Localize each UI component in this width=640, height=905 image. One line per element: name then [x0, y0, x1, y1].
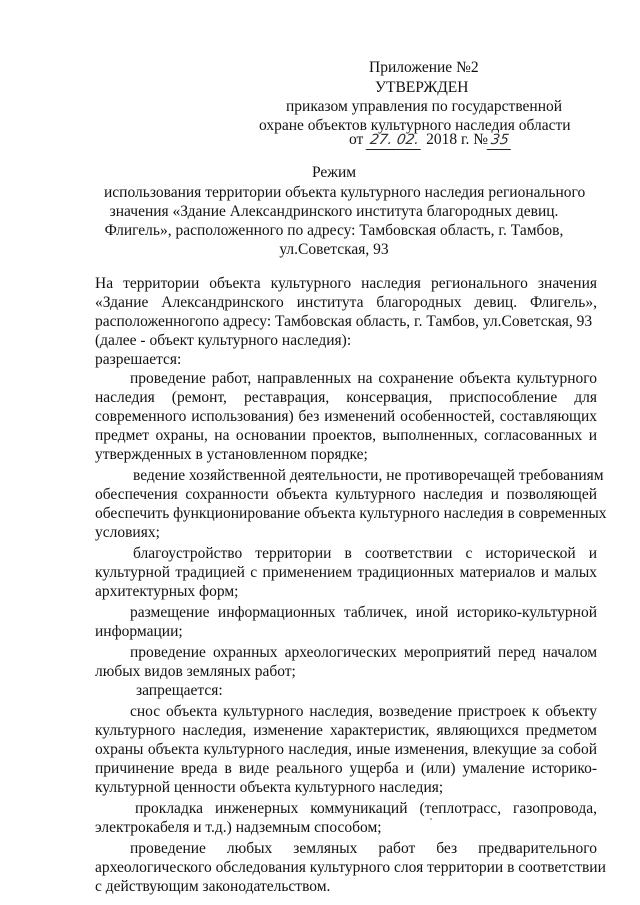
intro-line: расположенногопо адресу: Тамбовская область, г. Тамбов, ул.Советская, 93: [95, 313, 593, 330]
prohibited-label: запрещается:: [136, 682, 223, 699]
approved-label: УТВЕРЖДЕН: [375, 79, 469, 96]
permitted-item: утвержденных в установленном порядке;: [95, 446, 368, 463]
scan-speck: [430, 818, 432, 820]
prohibited-item: проведение любых земляных работ без предварительного: [130, 840, 597, 857]
permitted-item: обеспечить функционирование объекта культурного наследия в современных: [95, 505, 607, 522]
title-line-4: ул.Советская, 93: [279, 241, 389, 258]
order-line-1: приказом управления по государственной: [286, 98, 563, 115]
date-year: 2018 г.: [426, 131, 470, 148]
permitted-item: культурной традицией с применением традиционных материалов и малых: [95, 564, 597, 581]
prohibited-item: причинение вреда в виде реального ущерба и (или) умаление историко-: [95, 760, 597, 777]
intro-line: (далее - объект культурного наследия):: [95, 332, 352, 349]
title-line-1: использования территории объекта культурного наследия регионального: [104, 184, 586, 201]
permitted-item: предмет охраны, на основании проектов, выполненных, согласованных и: [95, 427, 597, 444]
permitted-item: ведение хозяйственной деятельности, не противоречащей требованиям: [133, 467, 604, 484]
permitted-item: наследия (ремонт, реставрация, консервация, приспособление для: [95, 389, 597, 406]
number-prefix: №: [473, 131, 489, 148]
permitted-item: любых видов земляных работ;: [95, 663, 296, 680]
handwritten-number: 35: [487, 131, 513, 150]
permitted-item: проведение работ, направленных на сохранение объекта культурного: [130, 370, 597, 387]
title-line-3: Флигель», расположенного по адресу: Тамбовская область, г. Тамбов,: [104, 222, 564, 239]
permitted-item: размещение информационных табличек, иной историко-культурной: [130, 604, 597, 621]
prohibited-item: культурного наследия, изменение характеристик, являющихся предметом: [95, 722, 597, 739]
prohibited-item: снос объекта культурного наследия, возведение пристроек к объекту: [130, 703, 597, 720]
order-line-2: охране объектов культурного наследия области: [259, 117, 571, 134]
permitted-label: разрешается:: [95, 351, 182, 368]
document-title: Режим: [311, 164, 357, 181]
handwritten-date: 27. 02.: [366, 131, 424, 150]
permitted-item: обеспечения сохранности объекта культурного наследия и позволяющей: [95, 486, 597, 503]
intro-line: «Здание Александринского института благородных девиц. Флигель»,: [95, 294, 597, 311]
date-prefix: от: [349, 131, 364, 148]
prohibited-item: электрокабеля и т.д.) надземным способом;: [95, 819, 382, 836]
prohibited-item: охраны объекта культурного наследия, иные изменения, влекущие за собой: [95, 741, 597, 758]
permitted-item: информации;: [95, 623, 183, 640]
prohibited-item: с действующим законодательством.: [95, 878, 331, 895]
permitted-item: благоустройство территории в соответствии с исторической и: [133, 545, 597, 562]
permitted-item: современного использования) без изменений особенностей, составляющих: [95, 408, 597, 425]
prohibited-item: культурной ценности объекта культурного наследия;: [95, 779, 444, 796]
permitted-item: проведение охранных археологических мероприятий перед началом: [130, 644, 597, 661]
permitted-item: архитектурных форм;: [95, 583, 239, 600]
order-date-line: [349, 131, 512, 150]
intro-line: На территории объекта культурного наследия регионального значения: [95, 275, 597, 292]
title-line-2: значения «Здание Александринского института благородных девиц.: [109, 203, 559, 220]
prohibited-item: прокладка инженерных коммуникаций (теплотрасс, газопровода,: [135, 800, 597, 817]
prohibited-item: археологического обследования культурного слоя территории в соответствии: [95, 859, 606, 876]
permitted-item: условиях;: [95, 524, 160, 541]
appendix-label: Приложение №2: [369, 59, 479, 76]
